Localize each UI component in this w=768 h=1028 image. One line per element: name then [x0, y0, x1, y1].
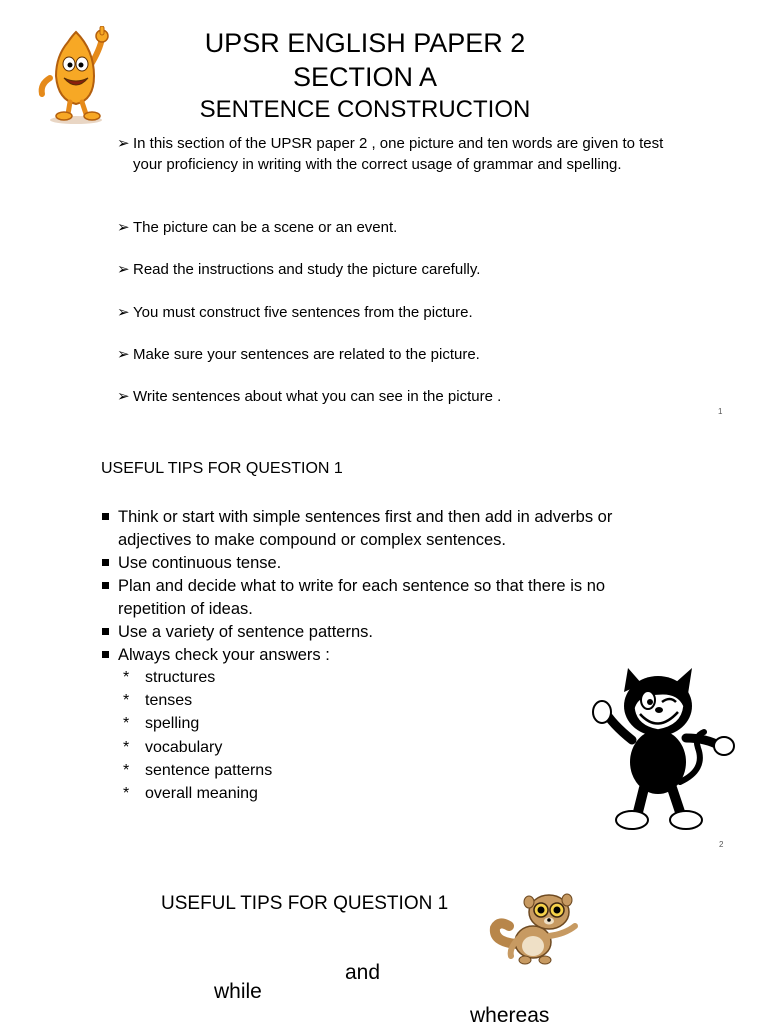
arrow-list-text: Read the instructions and study the picture carefully. [133, 261, 481, 278]
bullet-list-item [102, 506, 662, 552]
asterisk-bullet-icon: * [123, 692, 130, 709]
check-list-item [123, 690, 192, 712]
arrow-bullet-icon: ➢ [117, 261, 130, 278]
bullet-list-item [102, 644, 662, 667]
check-list-text: vocabulary [145, 739, 223, 756]
arrow-list-text: In this section of the UPSR paper 2 , one picture and ten words are given to test your proficiency in writing with the correct usage of grammar and spelling. [133, 135, 664, 173]
square-bullet-icon [102, 651, 109, 658]
cartoon-lemur-icon [487, 890, 585, 968]
square-bullet-icon [102, 628, 109, 635]
arrow-bullet-icon: ➢ [117, 346, 130, 363]
check-list-text: sentence patterns [145, 762, 273, 779]
check-list-item [123, 667, 215, 689]
arrow-bullet-icon: ➢ [117, 135, 130, 152]
bullet-list-item [102, 552, 662, 575]
square-bullet-icon [102, 582, 109, 589]
arrow-bullet-icon: ➢ [117, 388, 130, 405]
check-list-text: tenses [145, 692, 193, 709]
connector-word: while [214, 980, 262, 1003]
bullet-list-text: Plan and decide what to write for each sentence so that there is no repetition of ideas. [118, 577, 606, 618]
check-list-item [123, 783, 258, 805]
cartoon-cat-icon [588, 662, 740, 834]
arrow-list-item [117, 133, 677, 175]
bullet-list-item [102, 621, 662, 644]
title-line-2: SECTION A [292, 62, 438, 92]
check-list-item [123, 760, 272, 782]
arrow-list-text: You must construct five sentences from the picture. [133, 304, 473, 321]
asterisk-bullet-icon: * [123, 762, 130, 779]
connector-word: whereas [470, 1004, 550, 1027]
check-list-text: spelling [145, 715, 200, 732]
bullet-list-item [102, 575, 662, 621]
asterisk-bullet-icon: * [123, 715, 130, 732]
arrow-bullet-icon: ➢ [117, 304, 130, 321]
square-bullet-icon [102, 513, 109, 520]
title-line-1: UPSR ENGLISH PAPER 2 [204, 28, 526, 58]
arrow-list-item [117, 217, 677, 238]
arrow-list-text: Make sure your sentences are related to the picture. [133, 346, 480, 363]
page-number: 2 [719, 840, 724, 849]
bullet-list-text: Always check your answers : [118, 646, 330, 664]
bullet-list-text: Think or start with simple sentences first and then add in adverbs or adjectives to make compound or complex sentences. [118, 508, 613, 549]
arrow-list-text: Write sentences about what you can see in the picture . [133, 388, 502, 405]
arrow-list-item [117, 259, 677, 280]
arrow-list-item [117, 302, 677, 323]
bullet-list-text: Use a variety of sentence patterns. [118, 623, 373, 641]
arrow-bullet-icon: ➢ [117, 219, 130, 236]
check-list-text: structures [145, 669, 216, 686]
bullet-list-text: Use continuous tense. [118, 554, 282, 572]
check-list-item [123, 737, 222, 759]
page-number: 1 [718, 407, 723, 416]
arrow-list-text: The picture can be a scene or an event. [133, 219, 398, 236]
title-line-3: SENTENCE CONSTRUCTION [199, 96, 531, 123]
section-heading: USEFUL TIPS FOR QUESTION 1 [101, 460, 343, 477]
asterisk-bullet-icon: * [123, 739, 130, 756]
section-heading: USEFUL TIPS FOR QUESTION 1 [161, 893, 449, 914]
square-bullet-icon [102, 559, 109, 566]
asterisk-bullet-icon: * [123, 785, 130, 802]
arrow-list-item [117, 386, 677, 407]
check-list-item [123, 713, 199, 735]
asterisk-bullet-icon: * [123, 669, 130, 686]
check-list-text: overall meaning [145, 785, 258, 802]
arrow-list-item [117, 344, 677, 365]
mascot-leaf-character-icon [30, 26, 122, 126]
connector-word: and [345, 961, 381, 984]
